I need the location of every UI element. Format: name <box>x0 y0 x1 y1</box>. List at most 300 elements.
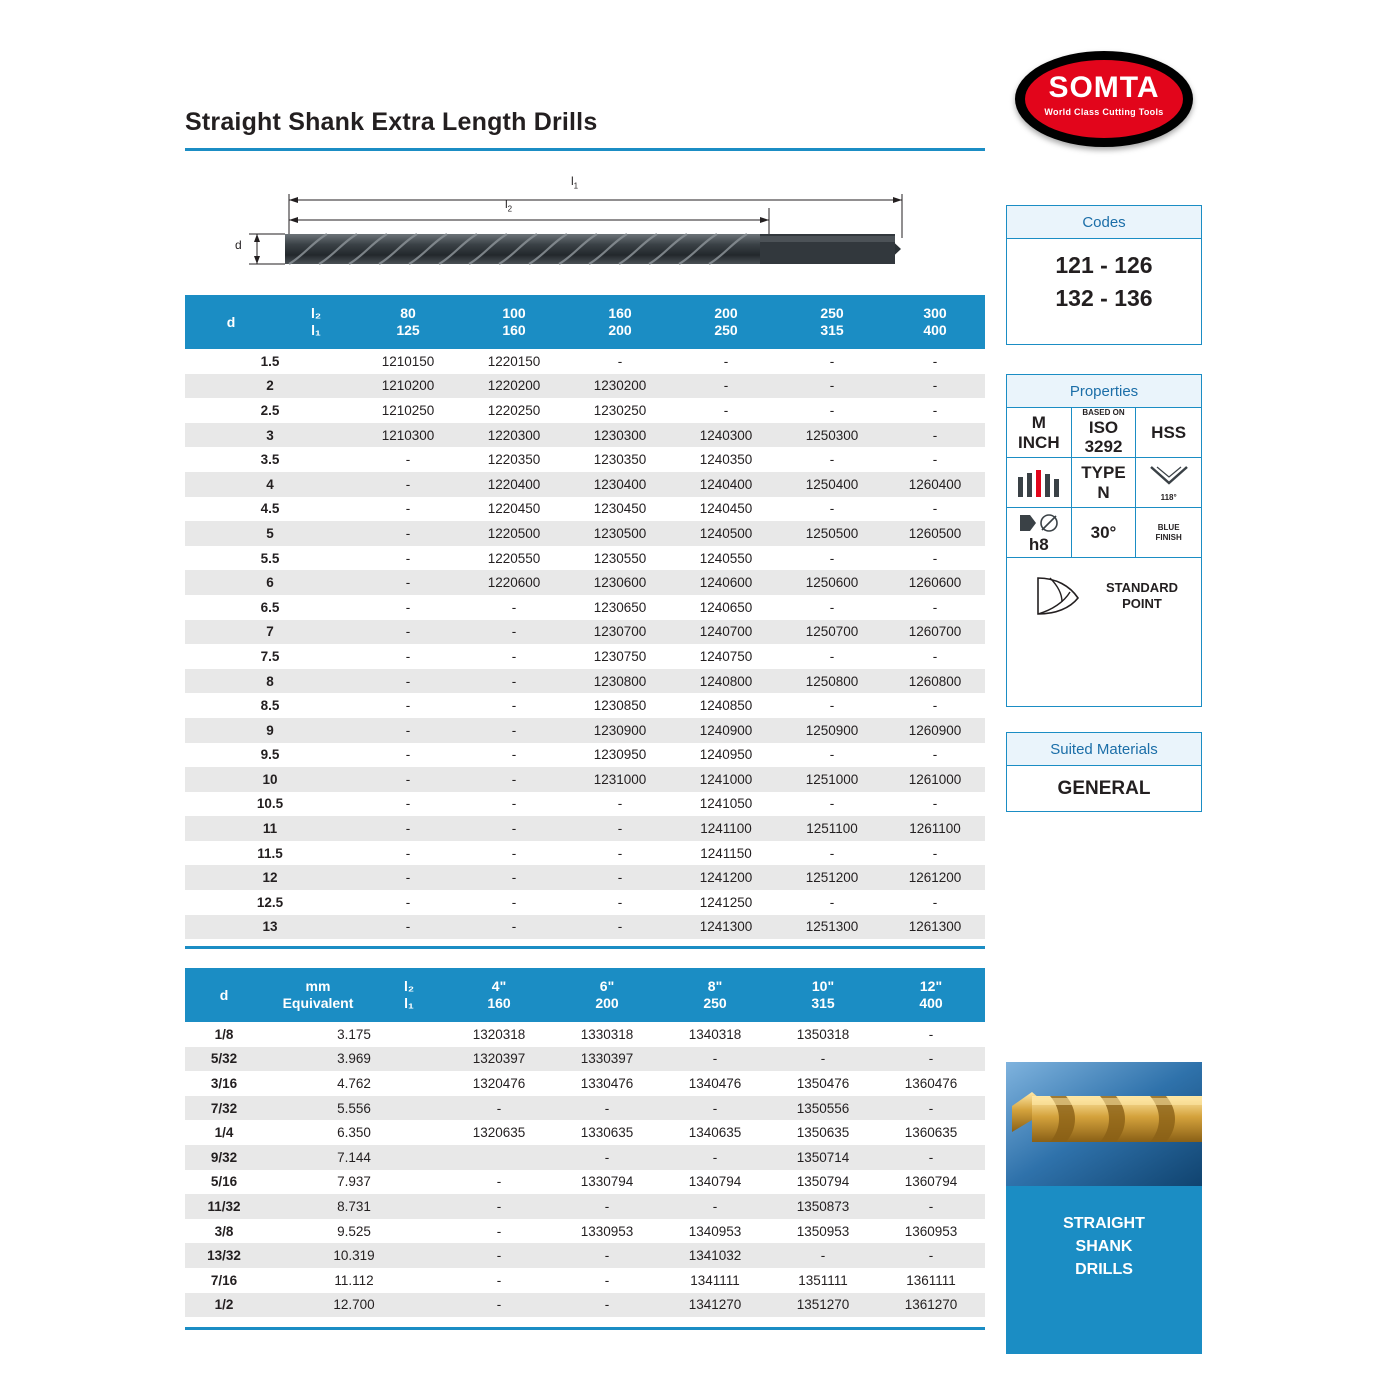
cell-code: - <box>553 1293 661 1318</box>
cell-diameter: 3 <box>185 423 355 448</box>
cell-diameter: 1.5 <box>185 349 355 374</box>
cell-code: 1251300 <box>779 915 885 940</box>
cell-code: - <box>355 865 461 890</box>
cell-code: 1250800 <box>779 669 885 694</box>
table-header-row <box>185 295 985 349</box>
somta-logo <box>1006 45 1202 155</box>
cell-code: 1330397 <box>553 1047 661 1072</box>
cell-code: 1330318 <box>553 1022 661 1047</box>
cell-code: - <box>877 1022 985 1047</box>
cell-code: 1341032 <box>661 1243 769 1268</box>
cell-diameter: 10.5 <box>185 792 355 817</box>
cell-code: - <box>885 497 985 522</box>
cell-code: - <box>885 423 985 448</box>
cell-code: 1260700 <box>885 620 985 645</box>
cell-code: - <box>355 890 461 915</box>
header-col-80-125: 80 125 <box>355 295 461 349</box>
cell-code: 1241200 <box>673 865 779 890</box>
cell-code: - <box>661 1145 769 1170</box>
cell-code: - <box>461 767 567 792</box>
table-row <box>185 1047 985 1072</box>
cell-code: 1350635 <box>769 1120 877 1145</box>
cell-code: - <box>553 1268 661 1293</box>
header-col-200-250: 200 250 <box>673 295 779 349</box>
table-row <box>185 1071 985 1096</box>
cell-mm-equivalent: 3.969 <box>263 1047 445 1072</box>
property-standard-point <box>1007 558 1201 634</box>
cell-code: - <box>567 915 673 940</box>
dimension-l1-label: $l_1$ <box>571 174 579 191</box>
cell-code: 1250600 <box>779 570 885 595</box>
cell-code: 1360794 <box>877 1170 985 1195</box>
cell-code: - <box>355 595 461 620</box>
cell-code: - <box>461 693 567 718</box>
property-point-angle: 118° <box>1136 458 1201 508</box>
cell-diameter: 6 <box>185 570 355 595</box>
cell-diameter: 1/8 <box>185 1022 263 1047</box>
table-row <box>185 521 985 546</box>
cell-code: - <box>553 1194 661 1219</box>
cell-mm-equivalent: 7.937 <box>263 1170 445 1195</box>
table-row <box>185 767 985 792</box>
table-row <box>185 792 985 817</box>
cell-mm-equivalent: 10.319 <box>263 1243 445 1268</box>
cell-code: 1230450 <box>567 497 673 522</box>
cell-code: - <box>885 595 985 620</box>
table-row <box>185 349 985 374</box>
cell-code: 1220150 <box>461 349 567 374</box>
table-row <box>185 1096 985 1121</box>
cell-mm-equivalent: 5.556 <box>263 1096 445 1121</box>
cell-code: 1240600 <box>673 570 779 595</box>
diameter-icon <box>1016 511 1062 535</box>
cell-code: 1320397 <box>445 1047 553 1072</box>
cell-code: - <box>885 644 985 669</box>
cell-code: 1260400 <box>885 472 985 497</box>
cell-code: 1240950 <box>673 743 779 768</box>
cell-code: - <box>885 374 985 399</box>
cell-code: 1250500 <box>779 521 885 546</box>
cell-code: - <box>779 644 885 669</box>
cell-code: 1251100 <box>779 816 885 841</box>
cell-code: 1260900 <box>885 718 985 743</box>
cell-code: 1361111 <box>877 1268 985 1293</box>
cell-diameter: 3/8 <box>185 1219 263 1244</box>
header-col-4in-160: 4" 160 <box>445 968 553 1022</box>
cell-code: - <box>461 865 567 890</box>
cell-code: - <box>779 374 885 399</box>
cell-code: 1240750 <box>673 644 779 669</box>
cell-code: 1250400 <box>779 472 885 497</box>
header-col-12in-400: 12" 400 <box>877 968 985 1022</box>
cell-code: 1210150 <box>355 349 461 374</box>
cell-mm-equivalent: 9.525 <box>263 1219 445 1244</box>
property-measure: M INCH <box>1007 408 1072 458</box>
table-row <box>185 595 985 620</box>
cell-diameter: 12 <box>185 865 355 890</box>
cell-diameter: 8.5 <box>185 693 355 718</box>
cell-code: 1241150 <box>673 841 779 866</box>
cell-code: - <box>445 1170 553 1195</box>
table-row <box>185 1120 985 1145</box>
cell-diameter: 2.5 <box>185 398 355 423</box>
drill-diagram-svg <box>185 172 985 280</box>
cell-code: 1220500 <box>461 521 567 546</box>
cell-code: - <box>769 1243 877 1268</box>
header-col-6in-200: 6" 200 <box>553 968 661 1022</box>
table-row <box>185 620 985 645</box>
cell-code: 1351111 <box>769 1268 877 1293</box>
cell-code: - <box>355 915 461 940</box>
logo-name: SOMTA <box>1048 71 1160 104</box>
cell-diameter: 5.5 <box>185 546 355 571</box>
cell-code: - <box>445 1243 553 1268</box>
cell-code: 1320476 <box>445 1071 553 1096</box>
cell-code: - <box>355 620 461 645</box>
cell-code: - <box>445 1096 553 1121</box>
page-title: Straight Shank Extra Length Drills <box>185 108 598 136</box>
cell-code: 1230900 <box>567 718 673 743</box>
cell-code: - <box>779 398 885 423</box>
header-col-250-315: 250 315 <box>779 295 885 349</box>
cell-code: 1350794 <box>769 1170 877 1195</box>
dimension-d-label: d <box>235 238 242 252</box>
cell-code: 1260800 <box>885 669 985 694</box>
cell-code: - <box>461 890 567 915</box>
cell-code: 1230350 <box>567 447 673 472</box>
table-row <box>185 1293 985 1318</box>
cell-code: 1230700 <box>567 620 673 645</box>
cell-code: 1240550 <box>673 546 779 571</box>
cell-code: 1240850 <box>673 693 779 718</box>
table-row <box>185 1170 985 1195</box>
cell-code: 1350714 <box>769 1145 877 1170</box>
cell-code: - <box>779 497 885 522</box>
product-photo <box>1006 1062 1202 1186</box>
metric-table-body <box>185 349 985 939</box>
cell-diameter: 4.5 <box>185 497 355 522</box>
cell-code: 1230300 <box>567 423 673 448</box>
cell-code: 1330794 <box>553 1170 661 1195</box>
cell-code <box>445 1145 553 1170</box>
cell-code: - <box>553 1243 661 1268</box>
dimension-l2-label: $l_2$ <box>505 197 513 214</box>
drill-diagram <box>185 172 985 280</box>
cell-diameter: 3/16 <box>185 1071 263 1096</box>
property-standard: BASED ON ISO 3292 <box>1072 408 1137 458</box>
cell-code: 1241100 <box>673 816 779 841</box>
header-col-160-200: 160 200 <box>567 295 673 349</box>
cell-mm-equivalent: 8.731 <box>263 1194 445 1219</box>
cell-code: 1210200 <box>355 374 461 399</box>
cell-diameter: 10 <box>185 767 355 792</box>
cell-code: 1261100 <box>885 816 985 841</box>
cell-code: 1261000 <box>885 767 985 792</box>
cell-diameter: 5 <box>185 521 355 546</box>
cell-code: - <box>779 792 885 817</box>
cell-code: 1220600 <box>461 570 567 595</box>
cell-diameter: 7.5 <box>185 644 355 669</box>
header-col-8in-250: 8" 250 <box>661 968 769 1022</box>
cell-code: - <box>673 398 779 423</box>
table-row <box>185 374 985 399</box>
metric-table-bottom-rule <box>185 946 985 949</box>
cell-code: 1230500 <box>567 521 673 546</box>
cell-code: - <box>885 841 985 866</box>
cell-diameter: 11 <box>185 816 355 841</box>
header-lengths: l₂ l₁ <box>277 295 355 349</box>
cell-code: 1240800 <box>673 669 779 694</box>
table-row <box>185 718 985 743</box>
cell-code: 1240700 <box>673 620 779 645</box>
drill-sizes-icon <box>1007 458 1072 508</box>
cell-code: 1240350 <box>673 447 779 472</box>
table-row <box>185 472 985 497</box>
cell-diameter: 9 <box>185 718 355 743</box>
cell-code: - <box>885 398 985 423</box>
cell-code: 1251000 <box>779 767 885 792</box>
cell-code: 1240300 <box>673 423 779 448</box>
cell-diameter: 5/32 <box>185 1047 263 1072</box>
cell-code: - <box>553 1096 661 1121</box>
cell-code: - <box>355 693 461 718</box>
cell-code: - <box>661 1047 769 1072</box>
cell-code: 1241300 <box>673 915 779 940</box>
table-row <box>185 423 985 448</box>
cell-code: - <box>877 1096 985 1121</box>
cell-code: - <box>461 718 567 743</box>
cell-code: - <box>673 349 779 374</box>
header-col-10in-315: 10" 315 <box>769 968 877 1022</box>
cell-code: 1260500 <box>885 521 985 546</box>
cell-code: 1360476 <box>877 1071 985 1096</box>
cell-code: - <box>355 718 461 743</box>
cell-code: 1261200 <box>885 865 985 890</box>
cell-code: 1250300 <box>779 423 885 448</box>
cell-code: - <box>355 767 461 792</box>
table-row <box>185 1219 985 1244</box>
cell-diameter: 7/16 <box>185 1268 263 1293</box>
property-type: TYPE N <box>1072 458 1137 508</box>
imperial-table-bottom-rule <box>185 1327 985 1330</box>
cell-code: 1220550 <box>461 546 567 571</box>
cell-code: - <box>779 546 885 571</box>
cell-code: 1320318 <box>445 1022 553 1047</box>
cell-code: 1240900 <box>673 718 779 743</box>
cell-code: 1340794 <box>661 1170 769 1195</box>
cell-code: - <box>779 693 885 718</box>
cell-code: 1241000 <box>673 767 779 792</box>
cell-code: - <box>567 865 673 890</box>
cell-code: - <box>779 447 885 472</box>
cell-diameter: 13/32 <box>185 1243 263 1268</box>
cell-code: 1230800 <box>567 669 673 694</box>
cell-diameter: 9/32 <box>185 1145 263 1170</box>
cell-code: 1241050 <box>673 792 779 817</box>
cell-code: - <box>461 743 567 768</box>
cell-diameter: 7 <box>185 620 355 645</box>
codes-panel-body <box>1007 239 1201 328</box>
cell-code: 1230600 <box>567 570 673 595</box>
properties-panel-heading: Properties <box>1007 375 1201 408</box>
table-row <box>185 1145 985 1170</box>
standard-point-label: STANDARD POINT <box>1106 580 1178 611</box>
cell-code: 1340953 <box>661 1219 769 1244</box>
cell-diameter: 4 <box>185 472 355 497</box>
title-divider <box>185 148 985 151</box>
table-row <box>185 398 985 423</box>
cell-code: - <box>885 349 985 374</box>
cell-code: 1230200 <box>567 374 673 399</box>
caption-line-3: DRILLS <box>1075 1261 1133 1279</box>
cell-code: 1341111 <box>661 1268 769 1293</box>
cell-code: 1220400 <box>461 472 567 497</box>
cell-code: 1330953 <box>553 1219 661 1244</box>
cell-code: 1360635 <box>877 1120 985 1145</box>
cell-mm-equivalent: 7.144 <box>263 1145 445 1170</box>
cell-code: - <box>567 890 673 915</box>
cell-code: 1230650 <box>567 595 673 620</box>
cell-code: - <box>461 792 567 817</box>
cell-code: - <box>461 816 567 841</box>
cell-diameter: 11.5 <box>185 841 355 866</box>
cell-code: - <box>355 816 461 841</box>
cell-code: 1241250 <box>673 890 779 915</box>
cell-code: 1350318 <box>769 1022 877 1047</box>
cell-code: - <box>885 743 985 768</box>
cell-code: 1330476 <box>553 1071 661 1096</box>
property-tolerance: h8 <box>1007 508 1072 558</box>
cell-code: - <box>877 1194 985 1219</box>
cell-code: - <box>567 349 673 374</box>
cell-code: - <box>779 743 885 768</box>
properties-grid <box>1007 408 1201 634</box>
cell-code: - <box>779 841 885 866</box>
header-col-100-160: 100 160 <box>461 295 567 349</box>
cell-diameter: 1/2 <box>185 1293 263 1318</box>
cell-code: - <box>673 374 779 399</box>
cell-code: - <box>355 472 461 497</box>
cell-diameter: 8 <box>185 669 355 694</box>
cell-code: 1341270 <box>661 1293 769 1318</box>
cell-code: 1250700 <box>779 620 885 645</box>
cell-code: - <box>355 546 461 571</box>
cell-code: - <box>779 890 885 915</box>
cell-diameter: 7/32 <box>185 1096 263 1121</box>
cell-code: 1240400 <box>673 472 779 497</box>
cell-diameter: 1/4 <box>185 1120 263 1145</box>
logo-tagline: World Class Cutting Tools <box>1044 107 1164 117</box>
cell-code: 1210250 <box>355 398 461 423</box>
cell-code: 1320635 <box>445 1120 553 1145</box>
table-row <box>185 890 985 915</box>
product-caption <box>1006 1186 1202 1354</box>
property-helix-angle: 30° <box>1072 508 1137 558</box>
cell-diameter: 6.5 <box>185 595 355 620</box>
cell-code: 1260600 <box>885 570 985 595</box>
cell-diameter: 12.5 <box>185 890 355 915</box>
table-row <box>185 693 985 718</box>
cell-code: - <box>445 1219 553 1244</box>
cell-code: - <box>885 792 985 817</box>
caption-line-1: STRAIGHT <box>1063 1215 1145 1232</box>
cell-code: 1230850 <box>567 693 673 718</box>
cell-diameter: 13 <box>185 915 355 940</box>
suited-materials-panel <box>1006 732 1202 812</box>
cell-mm-equivalent: 12.700 <box>263 1293 445 1318</box>
cell-code: - <box>885 447 985 472</box>
cell-code: - <box>445 1194 553 1219</box>
caption-line-2: SHANK <box>1075 1238 1133 1256</box>
cell-code: 1350953 <box>769 1219 877 1244</box>
cell-diameter: 3.5 <box>185 447 355 472</box>
cell-mm-equivalent: 4.762 <box>263 1071 445 1096</box>
cell-code: 1250900 <box>779 718 885 743</box>
cell-code: 1240500 <box>673 521 779 546</box>
cell-code: - <box>355 447 461 472</box>
cell-mm-equivalent: 11.112 <box>263 1268 445 1293</box>
table-header-row <box>185 968 985 1022</box>
cell-code: - <box>445 1268 553 1293</box>
table-row <box>185 447 985 472</box>
cell-code: - <box>355 669 461 694</box>
cell-code: 1261300 <box>885 915 985 940</box>
cell-code: 1230400 <box>567 472 673 497</box>
cell-code: - <box>661 1194 769 1219</box>
cell-code: - <box>567 816 673 841</box>
cell-code: - <box>885 693 985 718</box>
table-row <box>185 1194 985 1219</box>
cell-code: 1340635 <box>661 1120 769 1145</box>
cell-code: - <box>567 841 673 866</box>
cell-code: - <box>461 644 567 669</box>
cell-code: - <box>661 1096 769 1121</box>
drill-photo-illustration <box>1006 1062 1202 1186</box>
cell-code: 1231000 <box>567 767 673 792</box>
cell-code: - <box>885 546 985 571</box>
cell-code: - <box>877 1145 985 1170</box>
cell-code: - <box>355 841 461 866</box>
codes-range-1: 121 - 126 <box>1055 252 1153 278</box>
cell-diameter: 11/32 <box>185 1194 263 1219</box>
materials-panel-heading: Suited Materials <box>1007 733 1201 766</box>
point-angle-icon <box>1145 463 1193 493</box>
properties-panel <box>1006 374 1202 707</box>
header-d: d <box>185 968 263 1022</box>
header-mm-equivalent: mm Equivalent <box>263 968 373 1022</box>
cell-code: - <box>553 1145 661 1170</box>
cell-code: 1350556 <box>769 1096 877 1121</box>
cell-mm-equivalent: 6.350 <box>263 1120 445 1145</box>
cell-code: - <box>461 595 567 620</box>
cell-code: - <box>885 890 985 915</box>
cell-code: 1330635 <box>553 1120 661 1145</box>
property-finish: BLUE FINISH <box>1136 508 1201 558</box>
codes-range-2: 132 - 136 <box>1055 285 1153 312</box>
cell-code: - <box>355 743 461 768</box>
table-row <box>185 865 985 890</box>
table-row <box>185 1022 985 1047</box>
cell-code: 1220350 <box>461 447 567 472</box>
imperial-table-body <box>185 1022 985 1317</box>
header-d: d <box>185 295 277 349</box>
cell-code: 1230550 <box>567 546 673 571</box>
codes-panel-heading: Codes <box>1007 206 1201 239</box>
cell-code: 1220450 <box>461 497 567 522</box>
cell-code: - <box>461 841 567 866</box>
cell-code: - <box>779 595 885 620</box>
cell-code: - <box>779 349 885 374</box>
